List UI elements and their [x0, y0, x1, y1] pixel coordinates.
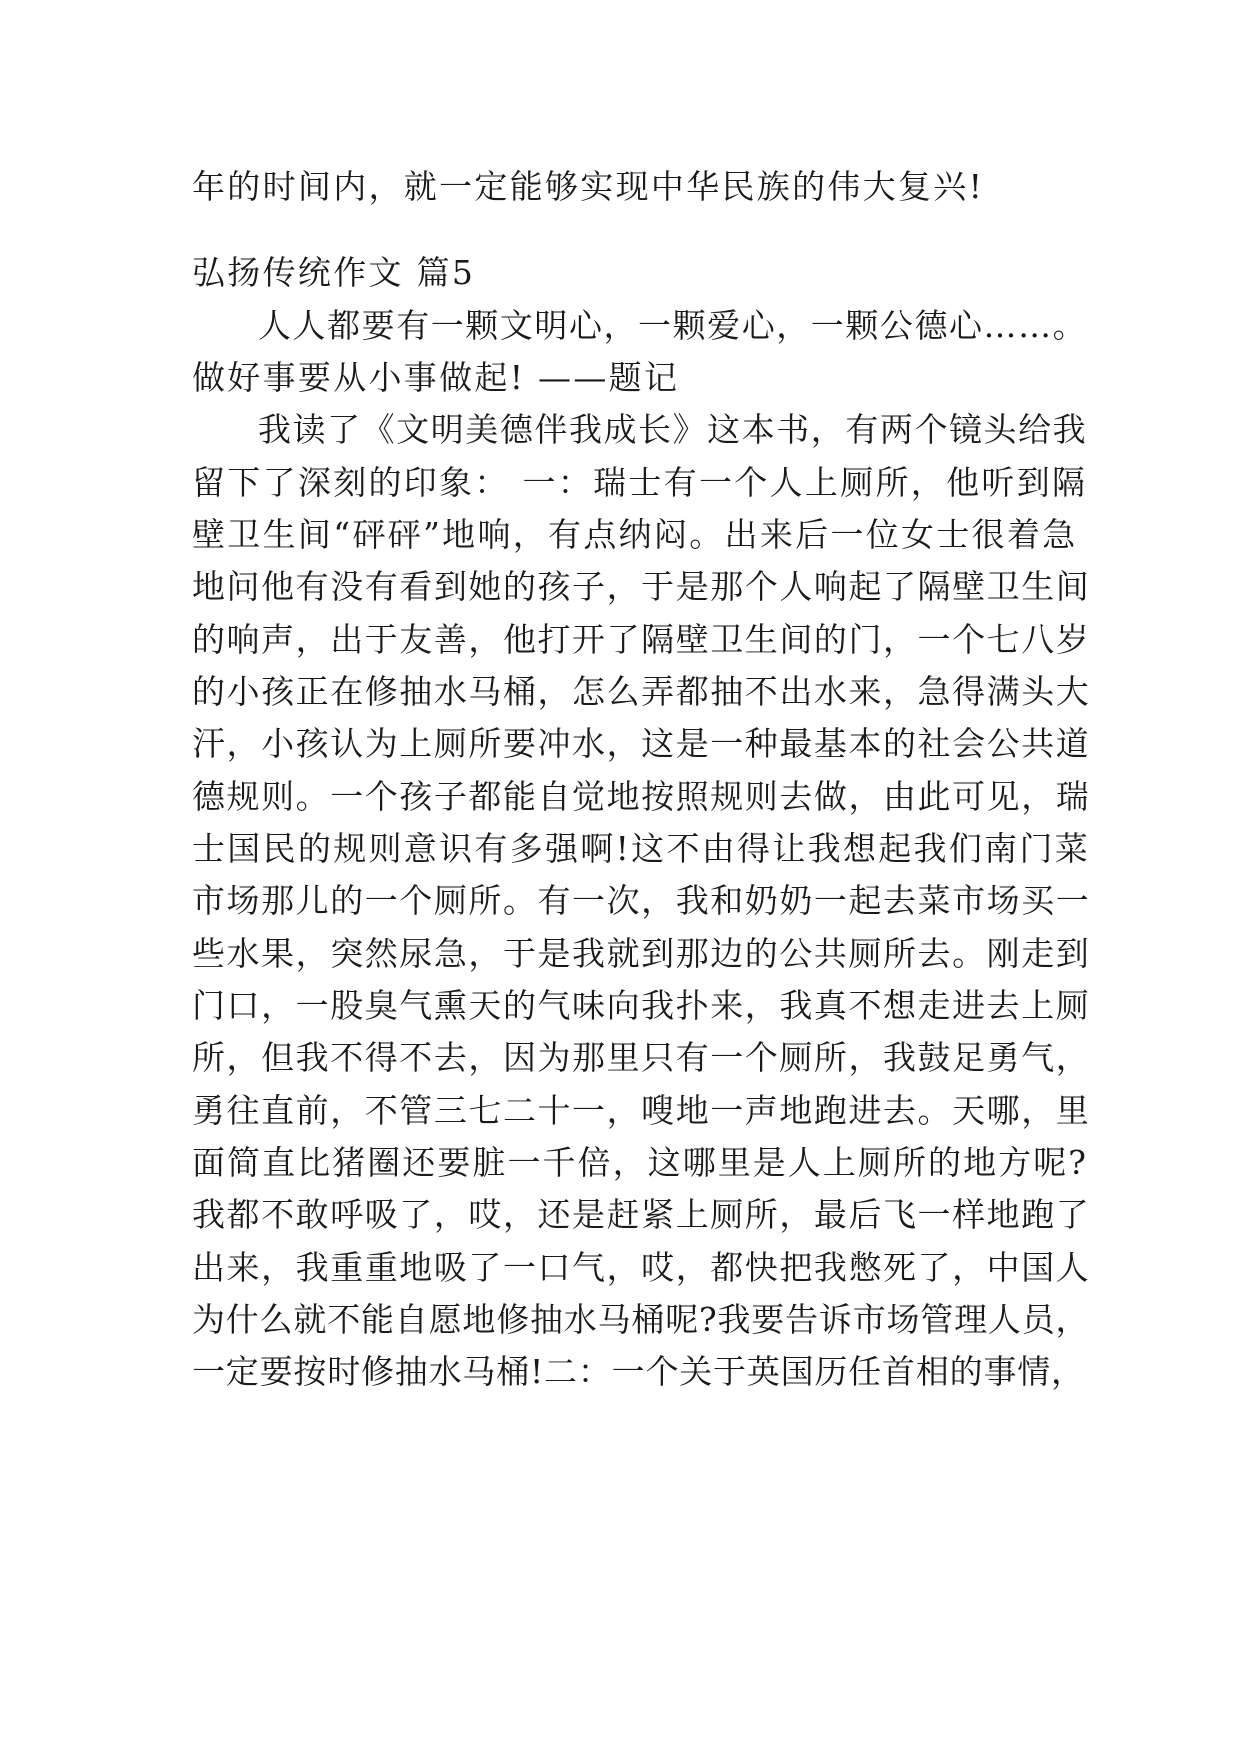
epigraph-line: 人人都要有一颗文明心，一颗爱心，一颗公德心……。 [258, 306, 1088, 345]
body-line: 我都不敢呼吸了，哎，还是赶紧上厕所，最后飞一样地跑了 [192, 1195, 1091, 1234]
continuation-line: 年的时间内，就一定能够实现中华民族的伟大复兴! [192, 167, 985, 206]
epigraph-line: 做好事要从小事做起! ——题记 [192, 358, 680, 397]
body-line: 汗，小孩认为上厕所要冲水，这是一种最基本的社会公共道 [192, 724, 1091, 763]
body-line: 留下了深刻的印象： 一：瑞士有一个人上厕所，他听到隔 [192, 463, 1088, 502]
body-line: 勇往直前，不管三七二十一，嗖地一声地跑进去。天哪，里 [192, 1091, 1091, 1130]
body-line: 为什么就不能自愿地修抽水马桶呢?我要告诉市场管理人员， [192, 1300, 1090, 1339]
body-line: 地问他有没有看到她的孩子，于是那个人响起了隔壁卫生间 [192, 567, 1091, 606]
body-line: 所，但我不得不去，因为那里只有一个厕所，我鼓足勇气， [192, 1038, 1091, 1077]
section-title: 弘扬传统作文 篇5 [192, 253, 476, 292]
body-line: 的小孩正在修抽水马桶，怎么弄都抽不出水来，急得满头大 [192, 672, 1091, 711]
body-line: 出来，我重重地吸了一口气，哎，都快把我憋死了，中国人 [192, 1248, 1091, 1287]
body-line: 壁卫生间“砰砰”地响，有点纳闷。出来后一位女士很着急 [192, 515, 1078, 554]
body-line: 士国民的规则意识有多强啊!这不由得让我想起我们南门菜 [192, 829, 1091, 868]
body-line: 我读了《文明美德伴我成长》这本书，有两个镜头给我 [258, 410, 1088, 449]
body-line: 门口，一股臭气熏天的气味向我扑来，我真不想走进去上厕 [192, 986, 1091, 1025]
body-line: 一定要按时修抽水马桶!二：一个关于英国历任首相的事情， [192, 1352, 1085, 1391]
body-line: 的响声，出于友善，他打开了隔壁卫生间的门，一个七八岁 [192, 620, 1091, 659]
body-line: 德规则。一个孩子都能自觉地按照规则去做，由此可见，瑞 [192, 777, 1091, 816]
body-line: 市场那儿的一个厕所。有一次，我和奶奶一起去菜市场买一 [192, 881, 1091, 920]
body-line: 些水果，突然尿急，于是我就到那边的公共厕所去。刚走到 [192, 934, 1091, 973]
body-line: 面简直比猪圈还要脏一千倍，这哪里是人上厕所的地方呢? [192, 1143, 1088, 1182]
